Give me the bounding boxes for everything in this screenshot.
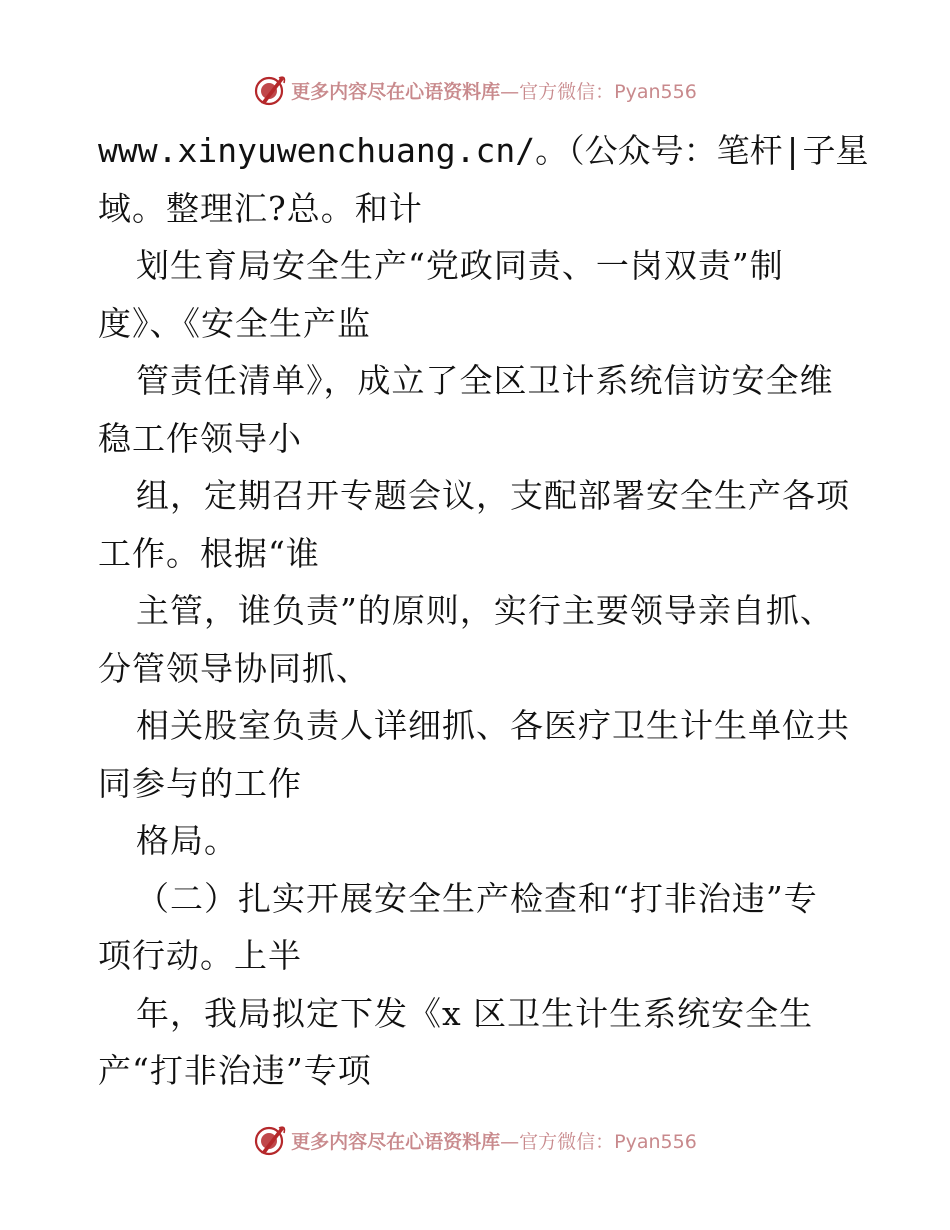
banner-text: [291, 77, 697, 104]
body-line: 同参与的工作: [98, 763, 302, 803]
body-line: 项行动。上半: [98, 936, 302, 975]
body-line: 格局。: [136, 821, 238, 860]
banner-text: [291, 1127, 697, 1154]
footer-banner: [0, 1120, 950, 1160]
banner-main-text: 更多内容尽在心语资料库: [291, 80, 501, 103]
quill-logo-icon: [253, 1123, 287, 1157]
banner-wechat-text: 官方微信：Pyan556: [519, 1130, 697, 1153]
header-banner: [0, 70, 950, 110]
body-line: 工作。根据“谁: [98, 533, 320, 573]
body-line: 产“打非治违”专项: [98, 1051, 372, 1090]
body-line: 度》、《安全生产监: [98, 303, 371, 343]
body-line: 相关股室负责人详细抓、各医疗卫生计生单位共: [136, 706, 850, 745]
body-line: 划生育局安全生产“党政同责、一岗双责”制: [136, 246, 784, 285]
body-line: www.xinyuwenchuang.cn/。（公众号：笔杆|子星: [98, 131, 869, 170]
document-body: [98, 122, 869, 1100]
body-line: 主管，谁负责”的原则，实行主要领导亲自抓、: [136, 591, 834, 630]
section-heading-line: （二）扎实开展安全生产检查和“打非治违”专: [136, 878, 818, 918]
body-line: 组，定期召开专题会议，支配部署安全生产各项: [136, 476, 850, 515]
body-line: 分管领导协同抓、: [98, 648, 370, 688]
body-line: 年，我局拟定下发《x 区卫生计生系统安全生: [136, 993, 814, 1033]
banner-main-text: 更多内容尽在心语资料库: [291, 1130, 501, 1153]
banner-separator: —: [500, 80, 520, 103]
quill-logo-icon: [253, 73, 287, 107]
body-line: 管责任清单》，成立了全区卫计系统信访安全维: [136, 361, 834, 400]
body-line: 域。整理汇?总。和计: [98, 188, 423, 228]
banner-separator: —: [500, 1130, 520, 1153]
body-line: 稳工作领导小: [98, 418, 302, 458]
banner-wechat-text: 官方微信：Pyan556: [519, 80, 697, 103]
